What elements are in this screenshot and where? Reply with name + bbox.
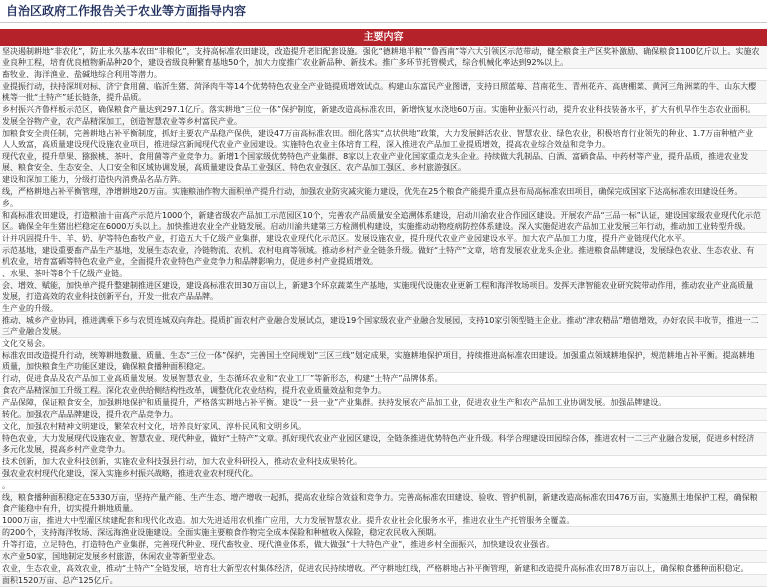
- row-text: 技术创新，加大农业科技创新，实施农业科技强县行动，加大农业科研投入，推动农业科技成果转化。: [2, 457, 362, 466]
- row-text: 1000万亩，推进大中型灌区续建配套和现代化改造。加大先进适用农机推广应用，大力发展智慧农业。提升农业社会化服务水平，推进农业生产托管服务全覆盖。: [2, 516, 575, 525]
- table-row: [0, 315, 767, 338]
- table-row: [0, 409, 767, 421]
- table-row: [0, 198, 767, 210]
- section-header: 主要内容: [0, 29, 767, 46]
- row-text: 计并巩固提升牛、羊、奶、驴等特色畜牧产业，打造五大千亿级产业集群，建设农业现代化示范区。发展设施农业，提升现代农业产业园建设水平。加大农产品加工力度，提升产业链现代化水平。: [2, 234, 690, 243]
- table-row: [0, 280, 767, 303]
- table-row: [0, 245, 767, 268]
- table-row: [0, 303, 767, 315]
- table-row: [0, 539, 767, 551]
- table-row: [0, 468, 767, 480]
- table-row: [0, 186, 767, 198]
- page-title: 自治区政府工作报告关于农业等方面指导内容: [0, 0, 767, 23]
- table-row: [0, 575, 767, 587]
- row-text: 乡。: [2, 199, 18, 208]
- row-text: 标准农田改造提升行动，统筹耕地数量、质量、生态“三位一体”保护，完善国土空间规划“三区三线”划定成果，实施耕地保护项目，持续推进高标准农田建设。加强重点领域耕地保护，规范耕地占补平衡。提高耕地质量，加快粮食生产功能区建设，确保粮食播种面积稳定。: [2, 351, 755, 371]
- table-row: [0, 69, 767, 81]
- row-text: 坚决遏制耕地“非农化”，防止永久基本农田“非粮化”，支持高标准农田建设，改造提升老旧配套设施。强化“德耕地半粮”“鲁西南”等六大引领区示范带动，健全粮食主产区奖补激励、确保粮食1100亿斤以上。实施农业良种工程，培育优良植物新品种20个，建设省级良种繁育基地50个，加大力度推广农业新品种、新技术。推广多环节托管模式，综合机械化率达到92%以上。: [2, 47, 760, 67]
- row-text: 食农产品精深加工升级工程。深化农业供给侧结构性改革，调整优化农业结构，提升农业质量效益和竞争力。: [2, 386, 386, 395]
- row-text: 。: [2, 481, 10, 490]
- table-row: [0, 104, 767, 116]
- row-text: 、水果、茶叶等8个千亿级产业链。: [2, 269, 128, 278]
- row-text: 业提振行动，扶持深圳对标、济宁食用菌、临沂生猪、菏泽肉牛等14个优势特色农业全产业链提质增效试点。构建山东富民产业图谱，支持日照蓝莓、莒南花生、青州花卉、高唐棚菜、黄河三角洲菜的牛、山东大樱桃等一批“土特产”延长链条，提升品质。: [2, 82, 757, 102]
- table-row: [0, 233, 767, 245]
- table-row: [0, 492, 767, 515]
- row-text: 示范基地，建设重要畜产品生产基地，发展生态农业，冷链物流、农机、农村电商等领域。推动乡村产业全链条升级。做好“土特产”文章，培育发展农业龙头企业。推进粮食品牌建设，发展绿色农业、生态农业、有机农业，培育富硒等特色农业产业，全面提升农业特色产业竞争力和品牌影响力，促进乡村产业提质增效。: [2, 246, 755, 266]
- table-row: [0, 421, 767, 433]
- table-row: [0, 456, 767, 468]
- row-text: 特色农业，大力发展现代设施农业、智慧农业、现代种业，做好“土特产”文章。抓好现代农业产业园区建设，全链条推进优势特色产业升级。科学合理建设田园综合体，推进农村一二三产业融合发展，促进乡村经济多元化发展，提高乡村产业竞争力。: [2, 434, 755, 454]
- row-text: 推动、城乡产业协同，推进满乘下乡与农贸连城双向奔赴。提质扩面农村产业融合发展试点，建设19个国家级农业产业融合发展园，支持10家引领型链主企业。推动“津农精品”增值增效，办好农民丰收节，推进一二三产业融合发展。: [2, 316, 759, 336]
- table-row: [0, 527, 767, 539]
- row-text: 的200个，支持海洋牧场、深远海渔业设施建设。全面实施主要粮食作物完全成本保险和种植收入保险，稳定农民收入预期。: [2, 528, 442, 537]
- table-row: [0, 338, 767, 350]
- row-text: 生产业的升级。: [2, 304, 58, 313]
- table-row: [0, 151, 767, 174]
- row-text: 乡村振兴齐鲁样板示范区，确保粮食产量达到297.1亿斤。落实耕地“三位一体”保护制度，新建改造高标准农田，新增恢复水浇地60万亩。实施种业振兴行动，提升农业科技装备水平，扩大有机旱作生态农业面积。: [2, 105, 756, 114]
- row-text: 水产业50家，国地制定发展乡村旅游，休闲农业等新型业态。: [2, 552, 221, 561]
- row-text: 建设和深加工能力，分级打造快内消费品名品方阵。: [2, 175, 186, 184]
- table-row: [0, 174, 767, 186]
- row-text: 线，粮食播种面积稳定在5330万亩，坚持产量产能、生产生态、增产增收一起抓，提高农业综合效益和竞争力。完善高标准农田建设、验收、管护机制，新建改造高标准农田476万亩，实施黑土地保护工程，确保粮食产能稳中有升，切实提升耕地质量。: [2, 493, 758, 513]
- content-table: [0, 46, 767, 585]
- table-row: [0, 385, 767, 397]
- table-row: [0, 397, 767, 409]
- table-row: [0, 268, 767, 280]
- table-row: [0, 81, 767, 104]
- row-text: 会、增效、赋能，加快单产提升整建制推进区建设，建设高标准农田30万亩以上，新建3个环京蔬菜生产基地，实施现代设施农业更新工程和海洋牧场项目。发挥天津智能农业研究院带动作用，推动农业产业高质量发展，打造高效的农业科技创新平台，开发一批农产品品牌。: [2, 281, 754, 301]
- table-row: [0, 46, 767, 69]
- table-row: [0, 350, 767, 373]
- table-row: [0, 373, 767, 385]
- table-row: [0, 563, 767, 575]
- row-text: 畜牧业、海洋渔业、盐碱地综合利用等潜力。: [2, 70, 162, 79]
- table-row: [0, 480, 767, 492]
- row-text: 产品保障，保证粮食安全，加强耕地保护和质量提升，严格落实耕地占补平衡。建设“一县一业”产业集群。扶持发展农产品加工业，促进农业生产和农产品加工业协调发展。加强品牌建设。: [2, 398, 667, 407]
- row-text: 面积1520万亩、总产125亿斤。: [2, 576, 118, 585]
- row-text: 行动，促进食品及农产品加工业高质量发展。发展智慧农业，生态循环农业和“农业工厂”等新形态，构建“土特产”品牌体系。: [2, 374, 443, 383]
- row-text: 线，严格耕地占补平衡管理，净增耕地20万亩。实施粮油作物大面积单产提升行动，加强农业防灾减灾能力建设，优先在25个粮食产能提升重点县布局高标准农田项目，确保完成国家下达高标准农田建设任务。: [2, 187, 743, 196]
- table-row: [0, 515, 767, 527]
- row-text: 文化交易会。: [2, 339, 50, 348]
- table-row: [0, 210, 767, 233]
- table-row: [0, 433, 767, 456]
- row-text: 转化。加强农产品品牌建设，提升农产品竞争力。: [2, 410, 178, 419]
- table-row: [0, 128, 767, 151]
- table-row: [0, 116, 767, 128]
- table-row: [0, 551, 767, 563]
- row-text: 农业，生态农业，高效农业，推动“土特产”全链发展，培育壮大新型农村集体经济，促进农民持续增收。严守耕地红线，严格耕地占补平衡管理，新建和改造提升高标准农田78万亩以上，确保粮食播种面积稳定。: [2, 564, 749, 573]
- row-text: 升等打造，立足特色，打造特色产业集群，完善现代种业、现代畜牧业、现代渔业体系，做大做强“十大特色产业”，推进乡村全面振兴，加快建设农业强省。: [2, 540, 555, 549]
- row-text: 和高标准农田建设，打造粮油十亩高产示范片1000个，新建省级农产品加工示范园区10个，完善农产品质量安全追溯体系建设，启动川渝农业合作园区建设。开展农产品“三品一标”认证，建设国家级农业现代化示范区。确保全年生猪出栏稳定在6000万头以上。加快推进农业全产业链发展。启动川渝共建第三方检测机构建设，实施推动动物疫病防控体系建设。深入实施促进农产品加工业发展三年行动，推动加工业转型升级。: [2, 211, 761, 231]
- row-text: 文化，加强农村精神文明建设，繁荣农村文化，培养良好家风、淳朴民风和文明乡风。: [2, 422, 306, 431]
- row-text: 发展全谷物产业，农产品精深加工，创造智慧农业等乡村富民产业。: [2, 117, 242, 126]
- row-text: 现代农业，提升草果、猕猴桃、茶叶、食用菌等产业竞争力。新增1个国家级优势特色产业集群、8家以上农业产业化国家重点龙头企业。持续做大乳制品、白酒、富硒食品、中药材等产业，提升品质，推进农业发展、粮食安全、生态安全、人口安全和区域协调发展，高质量建设食品工业强区、特色农业强区、农产品加工强区、乡村旅游强区。: [2, 152, 749, 172]
- row-text: 加粮食安全责任制，完善耕地占补平衡制度，抓好主要农产品稳产保供，建设47万亩高标准农田。细化落实“点状供地”政策，大力发展鲜活农业、智慧农业、绿色农业，积极培育行业领先的种业、1.7万亩种植产业人人致富，高质量建设现代设施农业项目，推进绿宫新闻现代农业产业园建设。实施特色农业主体培育工程，深入推进农产品加工业提质增效，提高农业综合效益和竞争力。: [2, 129, 754, 149]
- row-text: 强农业农村现代化建设，深入实施乡村振兴战略，推进农业农村现代化。: [2, 469, 258, 478]
